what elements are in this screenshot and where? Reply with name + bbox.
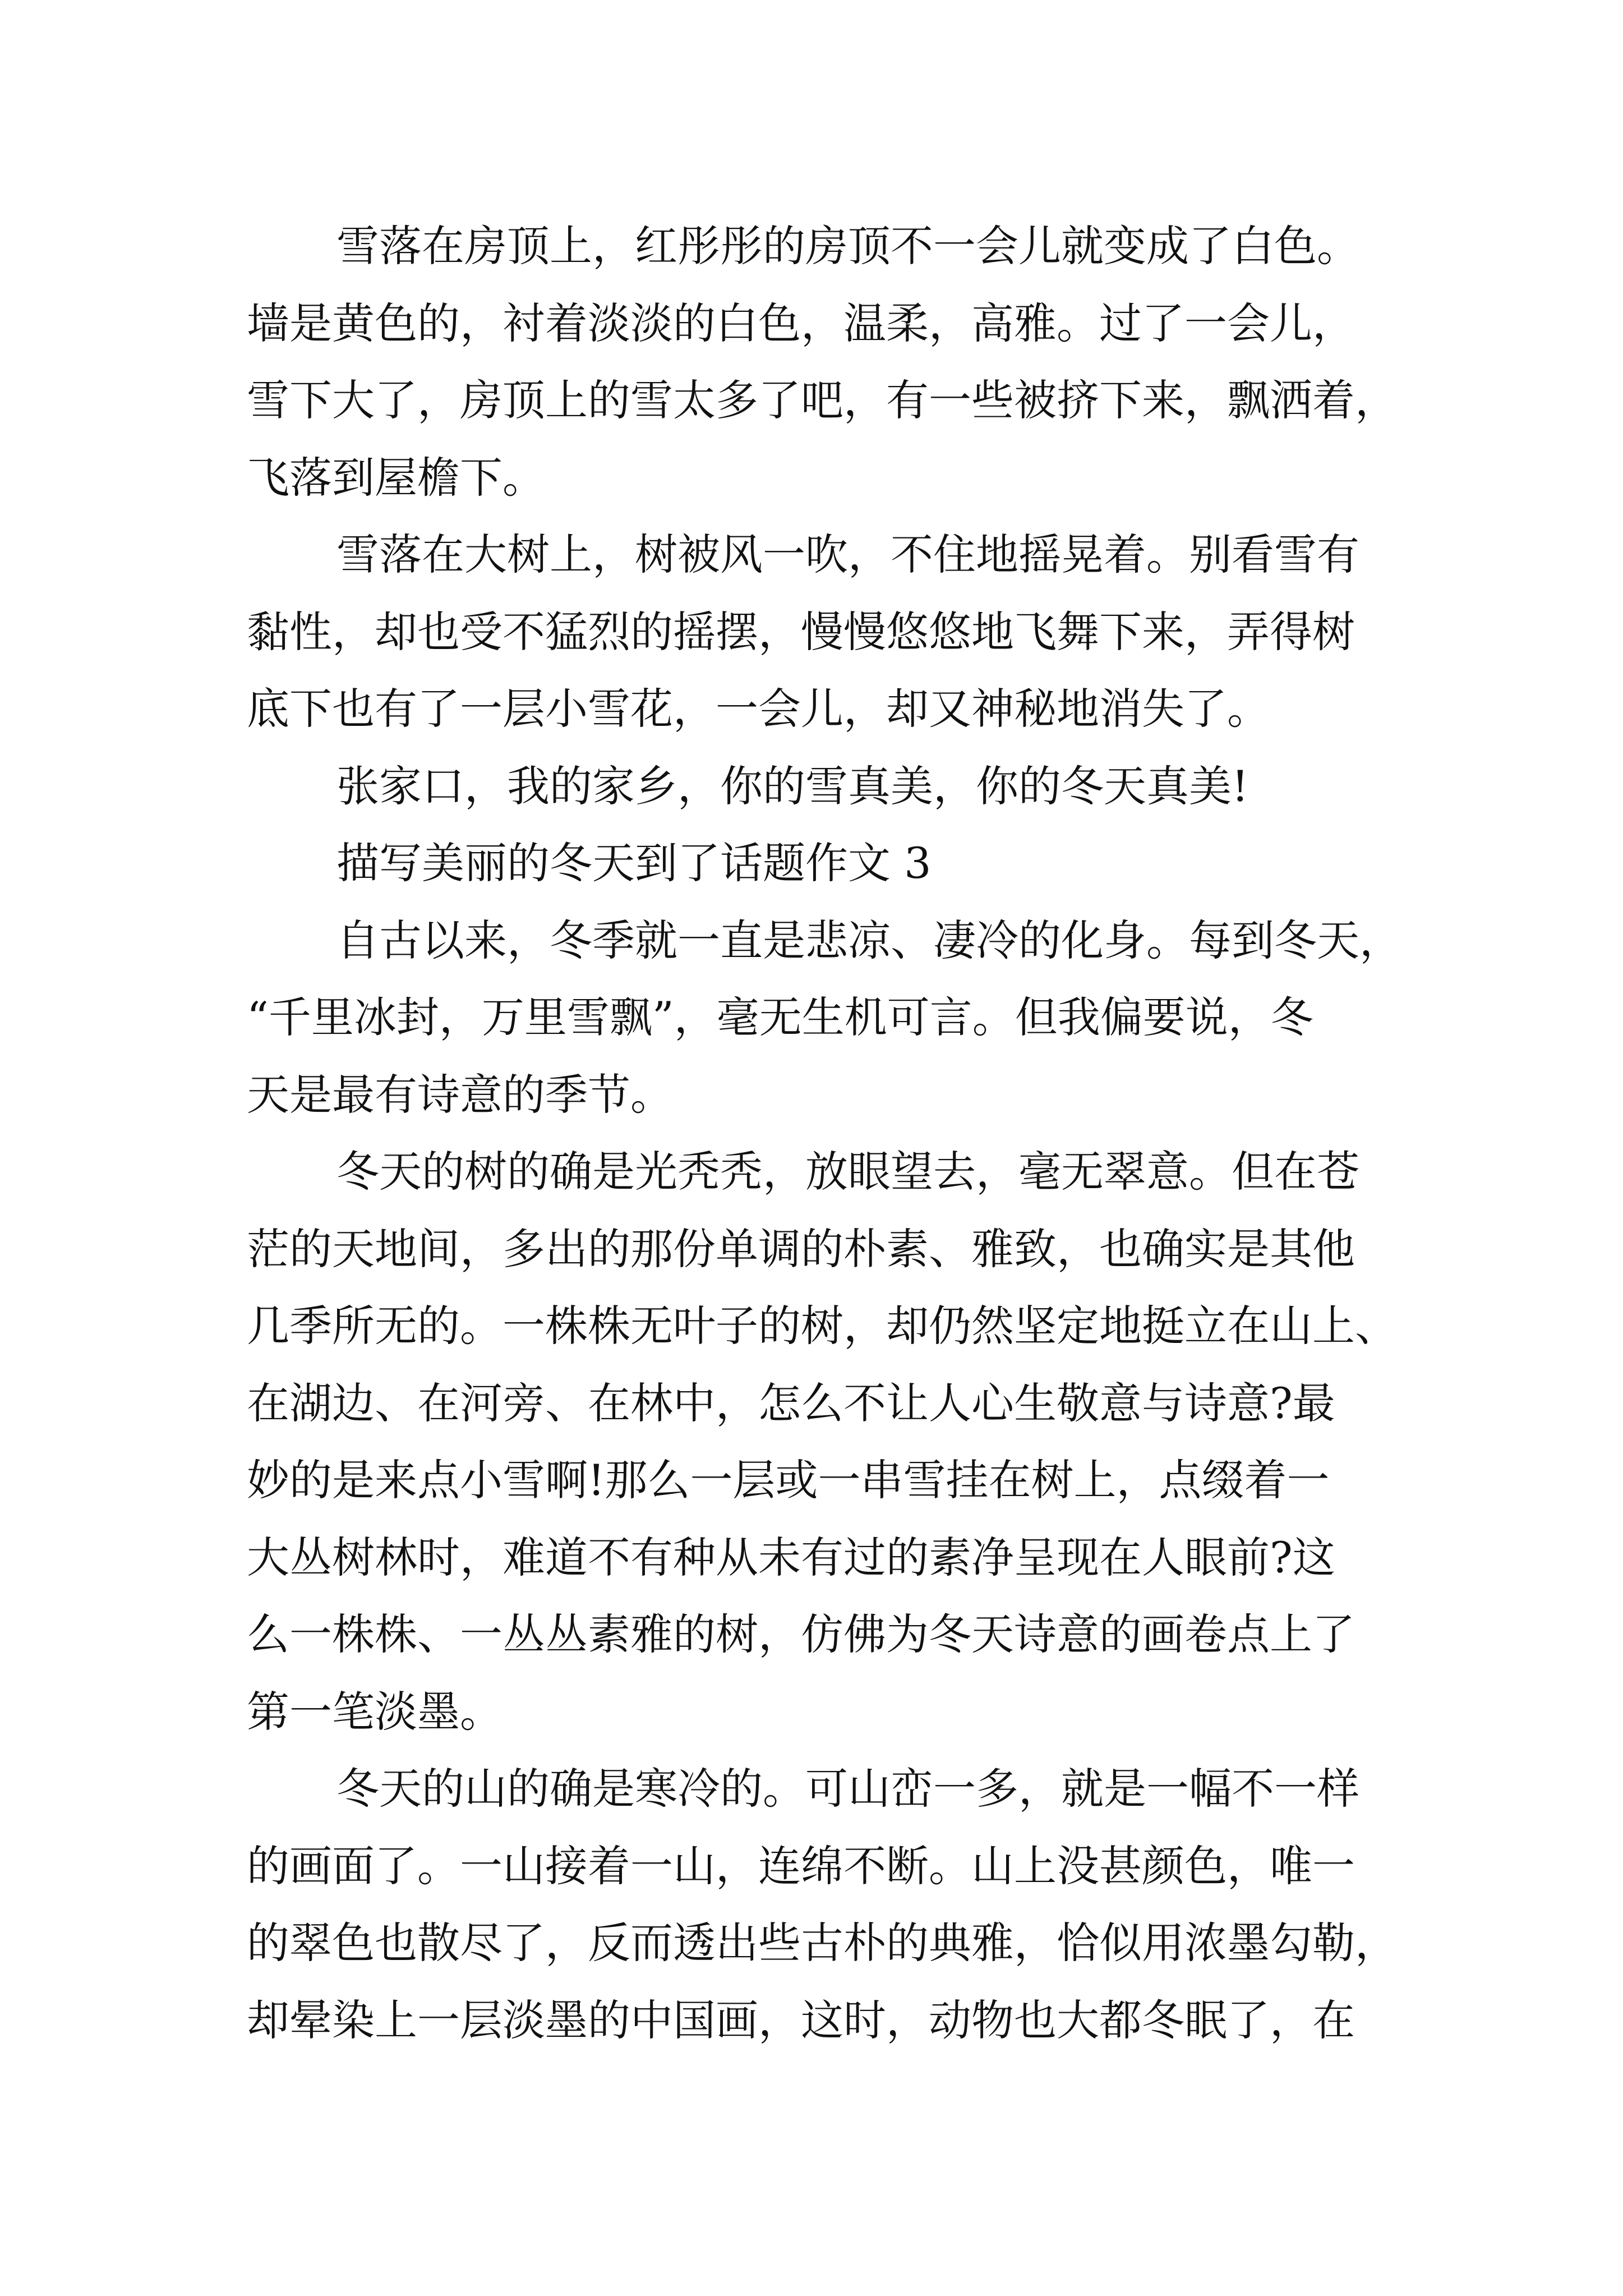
text-line: 雪下大了，房顶上的雪太多了吧，有一些被挤下来，飘洒着， (247, 375, 1398, 425)
text-line: “千里冰封，万里雪飘”，毫无生机可言。但我偏要说，冬 (247, 992, 1313, 1042)
text-line: 茫的天地间，多出的那份单调的朴素、雅致，也确实是其他 (247, 1223, 1355, 1274)
essay-text (247, 208, 1413, 2059)
text-line: 自古以来，冬季就一直是悲凉、凄冷的化身。每到冬天， (336, 915, 1402, 965)
text-line: 大丛树林时，难道不有种从未有过的素净呈现在人眼前?这 (247, 1532, 1335, 1582)
text-line: 黏性，却也受不猛烈的摇摆，慢慢悠悠地飞舞下来，弄得树 (247, 606, 1355, 657)
text-line: 墙是黄色的，衬着淡淡的白色，温柔，高雅。过了一会儿， (247, 298, 1355, 348)
text-line: 第一笔淡墨。 (247, 1686, 502, 1737)
text-line: 妙的是来点小雪啊!那么一层或一串雪挂在树上，点缀着一 (247, 1455, 1330, 1505)
text-line: 张家口，我的家乡，你的雪真美，你的冬天真美! (336, 761, 1249, 811)
text-line: 雪落在房顶上，红彤彤的房顶不一会儿就变成了白色。 (336, 221, 1359, 271)
text-line: 底下也有了一层小雪花，一会儿，却又神秘地消失了。 (247, 684, 1270, 734)
text-line: 冬天的山的确是寒冷的。可山峦一多，就是一幅不一样 (336, 1764, 1359, 1814)
text-line: 却晕染上一层淡墨的中国画，这时，动物也大都冬眠了，在 (247, 1995, 1355, 2045)
text-line: 描写美丽的冬天到了话题作文 3 (336, 838, 932, 888)
text-line: 飞落到屋檐下。 (247, 452, 545, 503)
text-line: 的翠色也散尽了，反而透出些古朴的典雅，恰似用浓墨勾勒， (247, 1918, 1398, 1968)
text-line: 的画面了。一山接着一山，连绵不断。山上没甚颜色，唯一 (247, 1841, 1355, 1891)
text-line: 在湖边、在河旁、在林中，怎么不让人心生敬意与诗意?最 (247, 1378, 1335, 1428)
text-line: 么一株株、一丛丛素雅的树，仿佛为冬天诗意的画卷点上了 (247, 1609, 1355, 1659)
text-line: 冬天的树的确是光秃秃，放眼望去，毫无翠意。但在苍 (336, 1147, 1359, 1197)
text-line: 几季所无的。一株株无叶子的树，却仍然坚定地挺立在山上、 (247, 1301, 1398, 1351)
text-line: 天是最有诗意的季节。 (247, 1069, 673, 1120)
text-line: 雪落在大树上，树被风一吹，不住地摇晃着。别看雪有 (336, 530, 1359, 579)
